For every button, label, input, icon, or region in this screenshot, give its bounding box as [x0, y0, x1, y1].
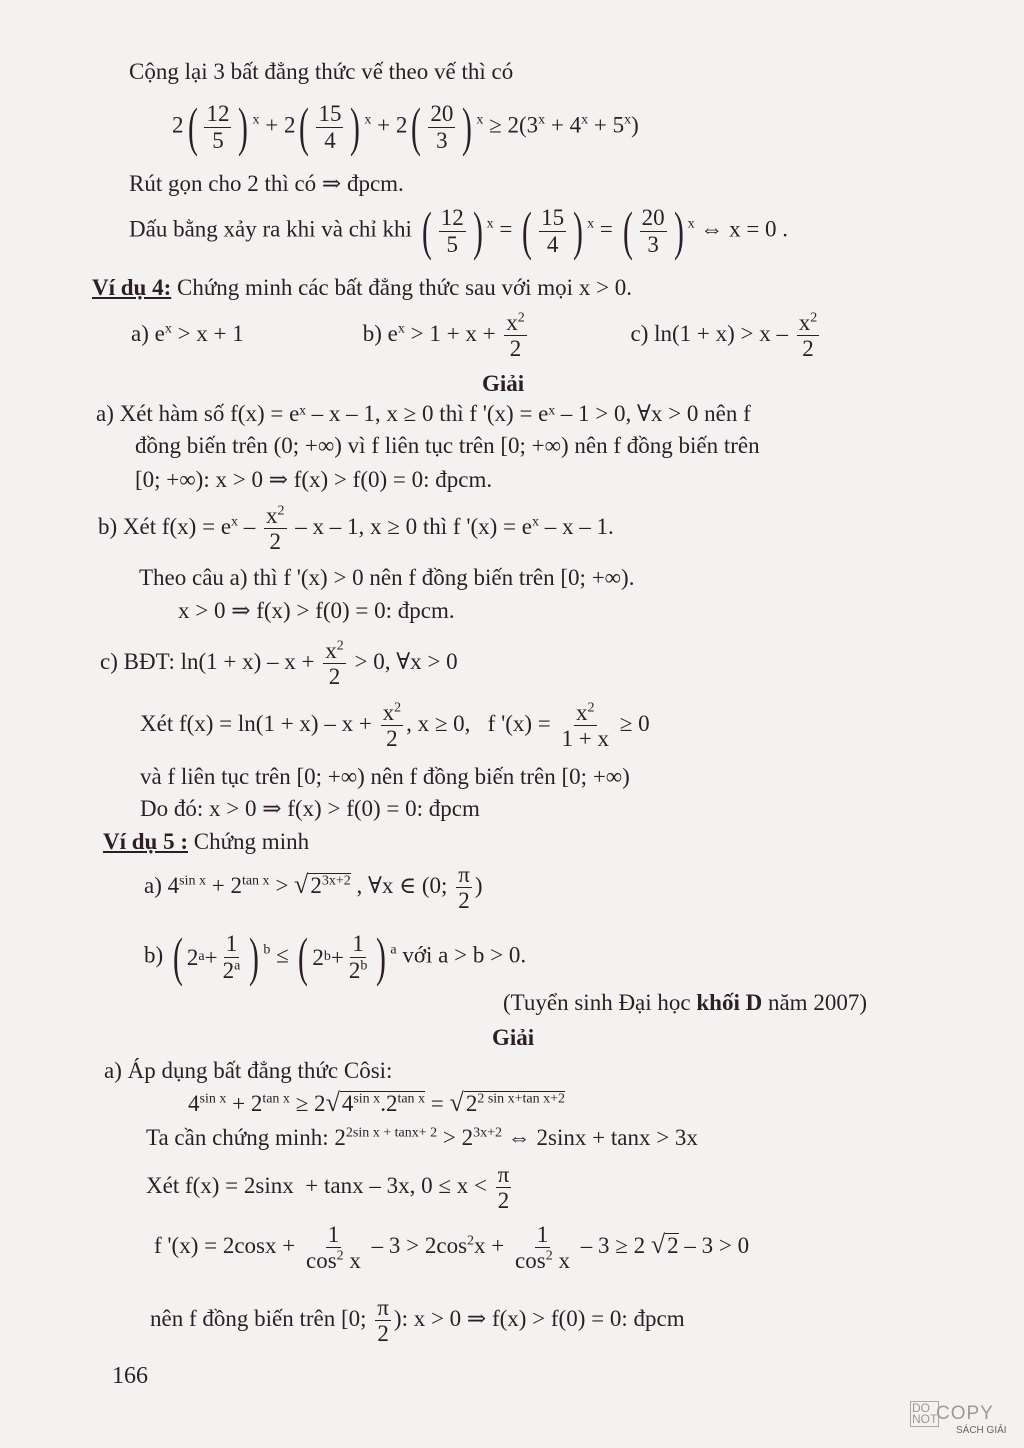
- text-line: Cộng lại 3 bất đẳng thức vế theo vế thì có: [129, 59, 514, 84]
- source-text: năm 2007): [762, 990, 867, 1015]
- part-c-line: c) BĐT: ln(1 + x) – x + $\frac{x^2}{2}$ > 0, ∀x > 0: [100, 638, 458, 690]
- watermark-logo: [910, 1401, 1010, 1441]
- text-line: Do đó: x > 0 ⇒ f(x) > f(0) = 0: đpcm: [140, 796, 480, 821]
- text-line: đồng biến trên (0; +∞) vì f liên tục trên [0; +∞) nên f đồng biến trên: [135, 433, 760, 458]
- page-number: 166: [112, 1363, 148, 1389]
- example-text: Chứng minh các bất đẳng thức sau với mọi x > 0.: [177, 275, 633, 300]
- text-line: và f liên tục trên [0; +∞) nên f đồng biến trên [0; +∞): [140, 764, 630, 789]
- watermark-text: NOT: [912, 1412, 938, 1426]
- example-5-heading: [103, 830, 309, 853]
- text-line: Dấu bằng xảy ra khi và chỉ khi: [129, 216, 412, 242]
- text-line: Theo câu a) thì f '(x) > 0 nên f đồng biến trên [0; +∞).: [139, 565, 635, 590]
- watermark-text: DO: [912, 1401, 930, 1415]
- text-line: Rút gọn cho 2 thì có ⇒ đpcm.: [129, 171, 404, 196]
- equality-condition: Dấu bằng xảy ra khi và chỉ khi ( 12 5 ) $^x$ = ( 15 4 ) $^x$ = ( 20 3 ) $^x$ ⇔ x = 0 .: [129, 201, 789, 261]
- derivative-line: f '(x) = 2cosx + $\frac{1}{\cos^2 x}$ – $3 > 2\cos^2x$ + $\frac{1}{\cos^2 x}$ – 3 ≥ 2 √2 – 3 > 0: [154, 1222, 750, 1274]
- text-line: a) Áp dụng bất đẳng thức Côsi:: [104, 1058, 393, 1083]
- function-def: Xét f(x) = 2sinx + tanx – 3x, 0 ≤ x < $\frac{\pi}{2}$: [146, 1162, 510, 1214]
- need-prove-line: Ta cần chứng minh: $2^{2sin x + tanx+ 2} > 2^{3x+2}$ ⇔ 2sinx + tanx > 3x: [146, 1125, 698, 1150]
- conclusion-line: nên f đồng biến trên [0; $\frac{\pi}{2}$ ): x > 0 ⇒ f(x) > f(0) = 0: đpcm: [150, 1295, 685, 1347]
- watermark-badge: [910, 1401, 939, 1427]
- example-5-item-a: a) $4^{sin x} + 2^{tan x} > √2^{3x+2}$ , ∀x ∈ (0; $\frac{\pi}{2}$ ): [144, 862, 483, 914]
- part-b-line: b) Xét $f(x) = e^x$ – $\frac{x^2}{2}$ – x – 1, x ≥ 0 thì f '$(x) = e^x - x - 1$.: [98, 503, 614, 555]
- text-line: a) Xét hàm số f(x) = eˣ – x – 1, x ≥ 0 thì f '(x) = eˣ – 1 > 0, ∀x > 0 nên f: [96, 401, 751, 426]
- example-4-heading: [92, 276, 632, 299]
- text-line: [0; +∞): x > 0 ⇒ f(x) > f(0) = 0: đpcm.: [135, 467, 493, 492]
- part-c-derivative: Xét f(x) = ln(1 + x) – x + $\frac{x^2}{2}$ , x ≥ 0, f '(x) = $\frac{x^2}{1 + x}$ ≥ 0: [140, 700, 650, 752]
- example-5-item-b: b) ( 2 a + 1 2$^a$ ) $^b$ ≤ ( 2 b + 1 2$^b$ ) $^a$ với a > b > 0.: [144, 927, 527, 987]
- source-note: [503, 991, 867, 1014]
- source-text: (Tuyển sinh Đại học: [503, 990, 697, 1015]
- example-label: Ví dụ 4:: [92, 275, 172, 300]
- watermark-copy: COPY: [936, 1403, 994, 1424]
- solution-heading: Giải: [482, 371, 525, 396]
- formula-sum: 2 ( 12 5 ) $^x$ + 2 ( 15 4 ) $^x$ + 2 ( 20 3 ) $^x \ge 2(3^x + 4^x + 5^x)$: [172, 97, 639, 157]
- cosi-formula: $4^{sin x} + 2^{tan x} \ge 2√4^{sin x}.2^{tan x} = √2^{2 sin x+tan x+2}$: [188, 1088, 566, 1117]
- text-line: x > 0 ⇒ f(x) > f(0) = 0: đpcm.: [178, 598, 455, 623]
- source-bold: khối D: [696, 990, 763, 1015]
- solution-heading: Giải: [492, 1025, 535, 1050]
- example-label: Ví dụ 5 :: [103, 829, 188, 854]
- example-4-items: a) $e^x > x + 1$ b) $e^x > 1 + x$ + $\frac{x^2}{2}$ c) ln(1 + x) > x – $\frac{x^2}{2}$: [131, 310, 818, 362]
- watermark-brand: SÁCH GIẢI: [956, 1425, 1007, 1436]
- example-text: Chứng minh: [193, 829, 310, 854]
